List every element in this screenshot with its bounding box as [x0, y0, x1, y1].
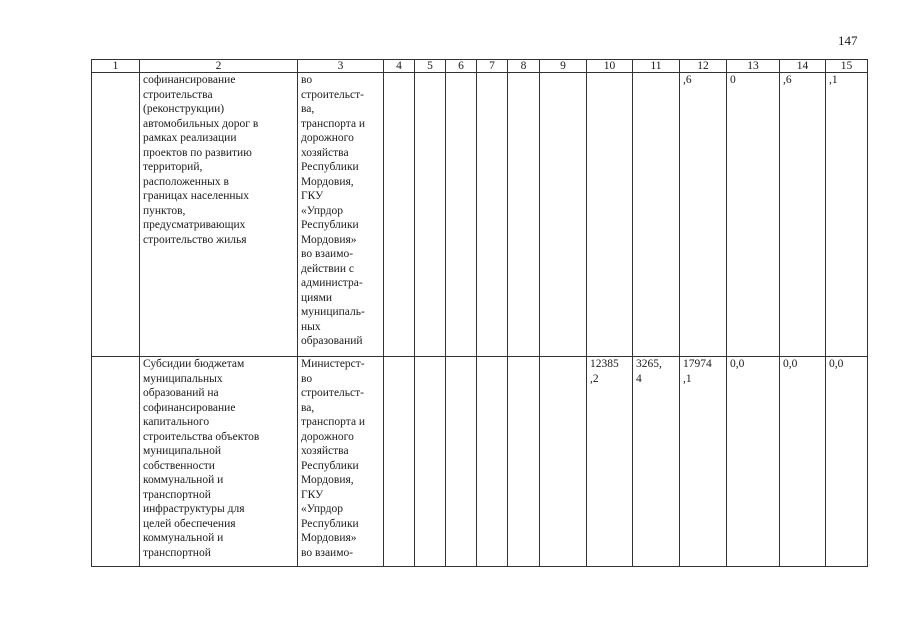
- header-cell: 3: [298, 60, 384, 73]
- cell-col5: [415, 73, 446, 357]
- cell-col7: [477, 357, 508, 567]
- header-cell: 8: [508, 60, 540, 73]
- cell-col11: [633, 73, 680, 357]
- cell-col14: ,6: [780, 73, 826, 357]
- header-cell: 15: [826, 60, 868, 73]
- table-row: [92, 73, 868, 357]
- header-cell: 5: [415, 60, 446, 73]
- header-cell: 1: [92, 60, 140, 73]
- page-number: 147: [838, 33, 858, 48]
- header-row: [92, 60, 868, 73]
- header-cell: 9: [540, 60, 587, 73]
- header-cell: 6: [446, 60, 477, 73]
- cell-description: софинансирование строительства (реконструкции) автомобильных дорог в рамках реализации проектов по развитию территорий, расположенных в границах населенных пунктов, предусматривающих строительство жилья: [140, 73, 298, 357]
- cell-col9: [540, 357, 587, 567]
- cell-col4: [384, 357, 415, 567]
- header-cell: 14: [780, 60, 826, 73]
- cell-col7: [477, 73, 508, 357]
- cell-index: [92, 357, 140, 567]
- cell-col14: 0,0: [780, 357, 826, 567]
- cell-col11: 3265, 4: [633, 357, 680, 567]
- cell-col15: 0,0: [826, 357, 868, 567]
- cell-col12: 17974 ,1: [680, 357, 727, 567]
- cell-executor: во строительст- ва, транспорта и дорожного хозяйства Республики Мордовия, ГКУ «Упрдор Республики Мордовия» во взаимо- действии с администра- циями муниципаль- ных образований: [298, 73, 384, 357]
- cell-col13: 0: [727, 73, 780, 357]
- table-row: [92, 357, 868, 567]
- header-cell: 13: [727, 60, 780, 73]
- cell-col5: [415, 357, 446, 567]
- cell-col12: ,6: [680, 73, 727, 357]
- cell-col10: 12385 ,2: [587, 357, 633, 567]
- cell-col9: [540, 73, 587, 357]
- budget-table: [91, 59, 868, 567]
- header-cell: 10: [587, 60, 633, 73]
- header-cell: 2: [140, 60, 298, 73]
- header-cell: 12: [680, 60, 727, 73]
- cell-col6: [446, 357, 477, 567]
- header-cell: 4: [384, 60, 415, 73]
- cell-col10: [587, 73, 633, 357]
- cell-description: Субсидии бюджетам муниципальных образований на софинансирование капитального строительства объектов муниципальной собственности коммунальной и транспортной инфраструктуры для целей обеспечения коммунальной и транспортной: [140, 357, 298, 567]
- cell-executor: Министерст- во строительст- ва, транспорта и дорожного хозяйства Республики Мордовия, ГКУ «Упрдор Республики Мордовия» во взаимо-: [298, 357, 384, 567]
- cell-index: [92, 73, 140, 357]
- cell-col4: [384, 73, 415, 357]
- header-cell: 7: [477, 60, 508, 73]
- header-cell: 11: [633, 60, 680, 73]
- cell-col6: [446, 73, 477, 357]
- cell-col8: [508, 73, 540, 357]
- cell-col8: [508, 357, 540, 567]
- cell-col15: ,1: [826, 73, 868, 357]
- cell-col13: 0,0: [727, 357, 780, 567]
